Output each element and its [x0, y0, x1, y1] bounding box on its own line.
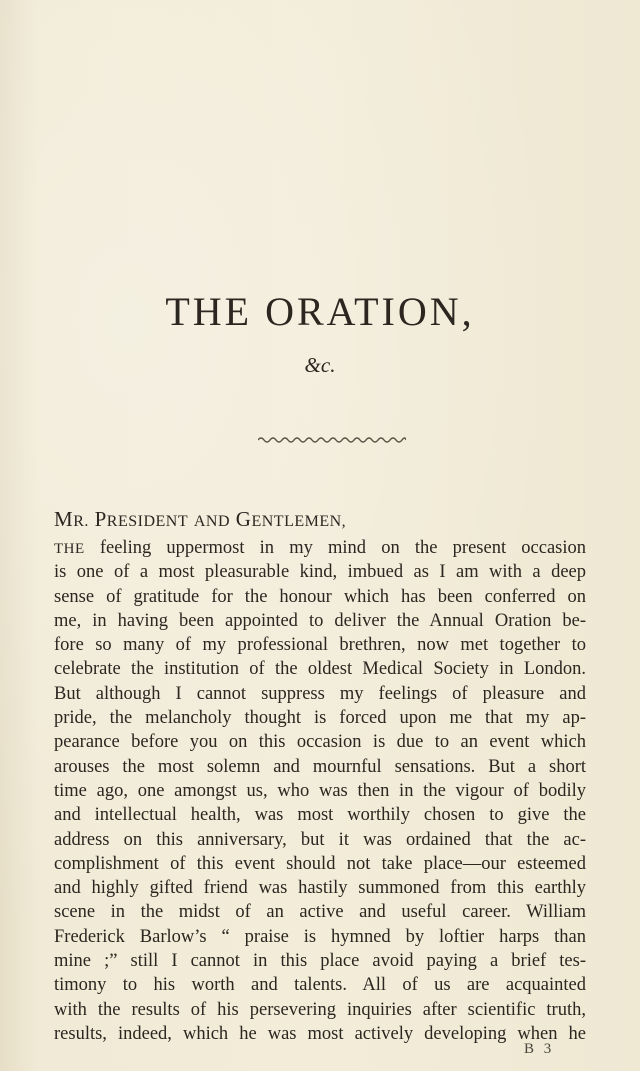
text-line: scene in the midst of an active and useful career. William	[54, 902, 586, 923]
text-line: mine ;” still I cannot in this place avoid paying a brief tes-	[54, 951, 586, 972]
text-line: THE feeling uppermost in my mind on the present occasion	[54, 538, 586, 558]
salutation-mr-initial: M	[54, 507, 74, 531]
text-line: timony to his worth and talents. All of us are acquainted	[54, 975, 586, 996]
text-line: pearance before you on this occasion is due to an event which	[54, 732, 586, 753]
salutation-and: AND	[193, 513, 231, 530]
text-line: Frederick Barlow’s “ praise is hymned by loftier harps than	[54, 926, 586, 947]
text-line: time ago, one amongst us, who was then in the vigour of bodily	[54, 780, 586, 801]
page-subtitle: &c.	[304, 353, 336, 377]
text-line: arouses the most solemn and mournful sensations. But a short	[54, 756, 586, 777]
text-line: fore so many of my professional brethren, now met together to	[54, 635, 586, 656]
body-paragraph	[54, 536, 586, 1046]
salutation-president-initial: P	[94, 507, 107, 531]
text-line: results, indeed, which he was most actively developing when he	[54, 1023, 586, 1044]
text-line: me, in having been appointed to deliver the Annual Oration be-	[54, 610, 586, 631]
opening-word: THE	[54, 541, 85, 557]
signature-mark: B 3	[524, 1041, 555, 1057]
text-line: complishment of this event should not take place—our esteemed	[54, 853, 586, 874]
salutation-president-rest: RESIDENT	[106, 513, 189, 530]
text-line: and highly gifted friend was hastily summoned from this earthly	[54, 878, 586, 899]
decorative-rule	[258, 436, 406, 444]
salutation-gentlemen-rest: ENTLEMEN,	[251, 513, 347, 530]
salutation-gentlemen-initial: G	[235, 507, 252, 531]
text-line: is one of a most pleasurable kind, imbued as I am with a deep	[54, 562, 586, 583]
text-line: and intellectual health, was most worthily chosen to give the	[54, 805, 586, 826]
text-line: address on this anniversary, but it was ordained that the ac-	[54, 829, 586, 850]
text-line: celebrate the institution of the oldest Medical Society in London.	[54, 659, 586, 680]
text-line: with the results of his persevering inquiries after scientific truth,	[54, 999, 586, 1020]
page-title: THE ORATION,	[165, 289, 475, 334]
text-line: pride, the melancholy thought is forced upon me that my ap-	[54, 708, 586, 729]
salutation-mr-rest: R.	[73, 513, 89, 530]
text-line: But although I cannot suppress my feelings of pleasure and	[54, 683, 586, 704]
text-line: sense of gratitude for the honour which has been conferred on	[54, 586, 586, 607]
salutation	[54, 506, 346, 535]
